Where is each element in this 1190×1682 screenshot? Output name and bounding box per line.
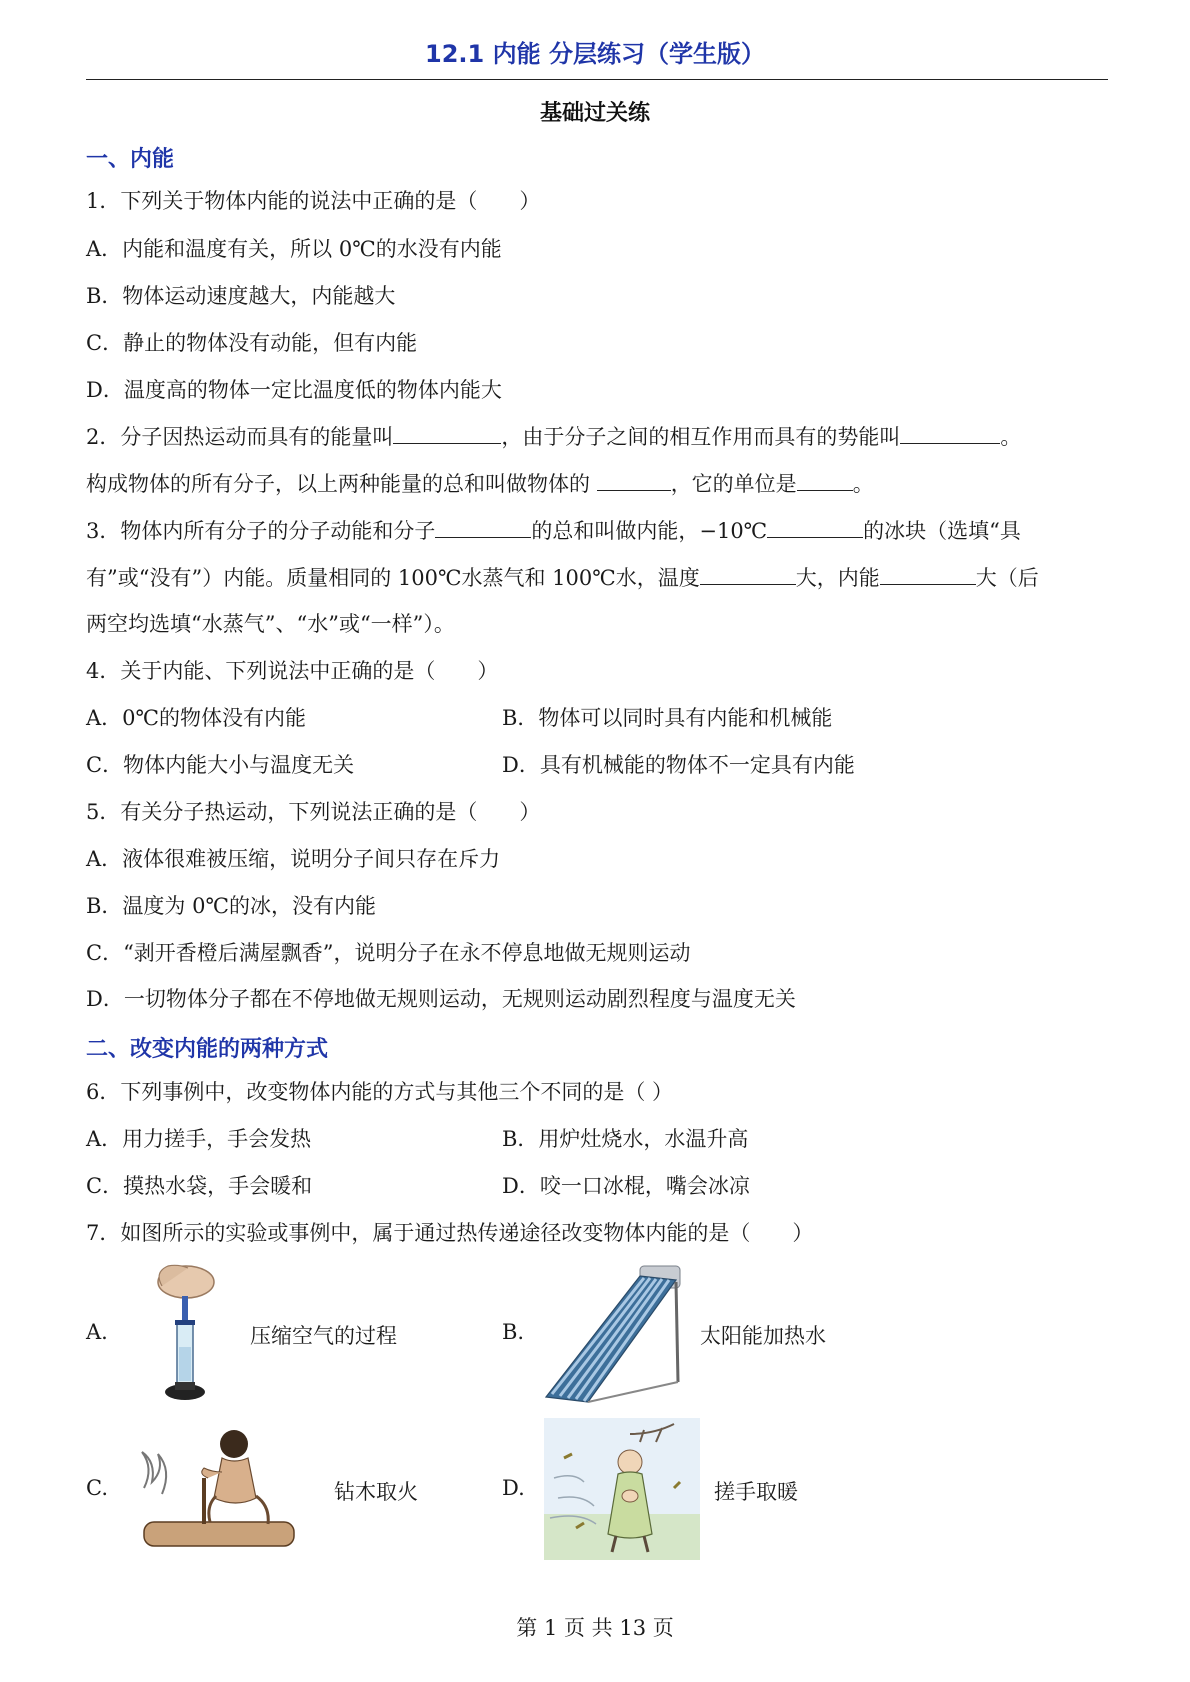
question-7-stem: 7．如图所示的实验或事例中，属于通过热传递途径改变物体内能的是（ ）	[86, 1221, 814, 1245]
q2-text: 。	[1000, 425, 1022, 449]
solar-heater-illustration	[538, 1262, 688, 1407]
question-1-option-c: C．静止的物体没有动能，但有内能	[86, 331, 418, 355]
q3-text: 的总和叫做内能，−10℃	[531, 519, 768, 543]
q2-text: 构成物体的所有分子，以上两种能量的总和叫做物体的	[86, 472, 597, 496]
question-6-option-c: C．摸热水袋，手会暖和	[86, 1174, 313, 1198]
section-heading-2: 二、改变内能的两种方式	[86, 1037, 329, 1062]
q2-text: 2．分子因热运动而具有的能量叫	[86, 425, 394, 449]
question-7-option-c-label: 钻木取火	[334, 1480, 418, 1504]
question-6-option-a: A．用力搓手，手会发热	[86, 1127, 312, 1151]
q3-text: 3．物体内所有分子的分子动能和分子	[86, 519, 436, 543]
question-5-option-a: A．液体很难被压缩，说明分子间只存在斥力	[86, 847, 501, 871]
question-7-option-c-letter: C.	[86, 1476, 108, 1500]
question-2-line-1	[86, 421, 1021, 452]
rubbing-hands-illustration	[544, 1418, 700, 1560]
section-heading-1: 一、内能	[86, 147, 175, 172]
question-4-stem: 4．关于内能、下列说法中正确的是（ ）	[86, 659, 499, 683]
level-subtitle: 基础过关练	[539, 101, 650, 126]
q2-text: ，由于分子之间的相互作用而具有的势能叫	[501, 425, 901, 449]
answer-blank[interactable]	[797, 468, 853, 491]
question-5-option-d: D．一切物体分子都在不停地做无规则运动，无规则运动剧烈程度与温度无关	[86, 987, 796, 1011]
q3-text: 的冰块（选填“具	[863, 519, 1021, 543]
q3-text: 大，内能	[795, 566, 880, 590]
question-5-option-b: B．温度为 0℃的冰，没有内能	[86, 894, 376, 918]
question-1-option-d: D．温度高的物体一定比温度低的物体内能大	[86, 378, 502, 402]
q3-text: 有”或“没有”）内能。质量相同的 100℃水蒸气和 100℃水，温度	[86, 566, 700, 590]
question-5-option-c: C．“剥开香橙后满屋飘香”，说明分子在永不停息地做无规则运动	[86, 941, 691, 965]
question-4-option-d: D．具有机械能的物体不一定具有内能	[502, 753, 855, 777]
page-number-footer: 第 1 页 共 13 页	[516, 1616, 674, 1640]
question-4-option-c: C．物体内能大小与温度无关	[86, 753, 355, 777]
question-4-option-b: B．物体可以同时具有内能和机械能	[502, 706, 833, 730]
answer-blank[interactable]	[435, 515, 531, 538]
question-7-option-a-letter: A.	[86, 1320, 108, 1344]
answer-blank[interactable]	[597, 468, 671, 491]
question-7-option-b-letter: B.	[502, 1320, 525, 1344]
question-7-option-d-letter: D.	[502, 1476, 525, 1500]
air-pump-illustration	[142, 1262, 222, 1407]
question-2-line-2	[86, 468, 874, 499]
question-3-line-3: 两空均选填“水蒸气”、“水”或“一样”）。	[86, 612, 455, 636]
question-4-option-a: A．0℃的物体没有内能	[86, 706, 307, 730]
answer-blank[interactable]	[900, 421, 1000, 444]
question-1-option-b: B．物体运动速度越大，内能越大	[86, 284, 396, 308]
q2-text: ，它的单位是	[670, 472, 797, 496]
answer-blank[interactable]	[880, 562, 976, 585]
question-7-option-a-label: 压缩空气的过程	[250, 1324, 397, 1348]
drilling-wood-fire-illustration	[138, 1418, 308, 1558]
question-6-option-d: D．咬一口冰棍，嘴会冰凉	[502, 1174, 750, 1198]
question-3-line-1	[86, 515, 1021, 546]
q3-text: 大（后	[975, 566, 1039, 590]
answer-blank[interactable]	[700, 562, 796, 585]
question-1-option-a: A．内能和温度有关，所以 0℃的水没有内能	[86, 237, 502, 261]
question-3-line-2	[86, 562, 1039, 593]
q2-text: 。	[852, 472, 874, 496]
answer-blank[interactable]	[393, 421, 501, 444]
question-7-option-d-label: 搓手取暖	[714, 1480, 798, 1504]
question-7-option-b-label: 太阳能加热水	[700, 1324, 826, 1348]
answer-blank[interactable]	[767, 515, 863, 538]
question-6-option-b: B．用炉灶烧水，水温升高	[502, 1127, 749, 1151]
header-divider	[86, 79, 1108, 80]
page-title: 12.1 内能 分层练习（学生版）	[425, 40, 765, 68]
question-6-stem: 6．下列事例中，改变物体内能的方式与其他三个不同的是（ ）	[86, 1080, 674, 1104]
question-1-stem: 1．下列关于物体内能的说法中正确的是（ ）	[86, 189, 541, 213]
question-5-stem: 5．有关分子热运动，下列说法正确的是（ ）	[86, 800, 541, 824]
